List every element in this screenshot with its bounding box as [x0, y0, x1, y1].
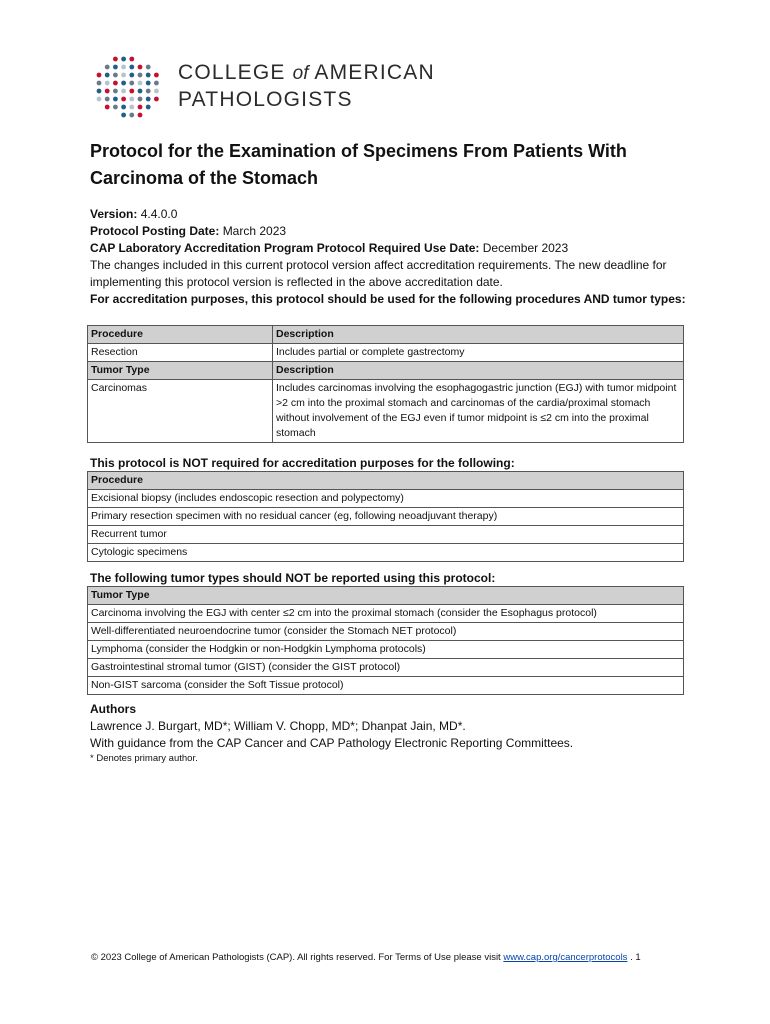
title-line-2: Carcinoma of the Stomach [90, 168, 319, 188]
procedures-table [87, 325, 684, 443]
table-row [88, 526, 684, 544]
table-row [88, 508, 684, 526]
not-reported-table [87, 586, 684, 695]
table-header-cell: Procedure [88, 472, 684, 490]
table-row [88, 677, 684, 695]
required-date-label: CAP Laboratory Accreditation Program Protocol Required Use Date: [90, 241, 480, 255]
logo-dot [121, 113, 126, 118]
authors-note: * Denotes primary author. [90, 753, 198, 764]
logo-wordmark [178, 60, 435, 113]
table-header-row [88, 362, 684, 380]
logo-dot [105, 105, 110, 110]
table-cell: Cytologic specimens [88, 544, 684, 562]
logo-dot [97, 81, 102, 86]
logo-dot [154, 89, 159, 94]
table-cell: Primary resection specimen with no residual cancer (eg, following neoadjuvant therapy) [88, 508, 684, 526]
logo-dot [138, 105, 143, 110]
footer-copyright: © 2023 College of American Pathologists (CAP). All rights reserved. For Terms of Use please visit [91, 952, 501, 963]
logo-dot [146, 97, 151, 102]
logo-dot [121, 89, 126, 94]
not-required-heading: This protocol is NOT required for accreditation purposes for the following: [90, 456, 515, 470]
protocol-meta [90, 206, 690, 308]
logo-dot [146, 105, 151, 110]
table-cell: Gastrointestinal stromal tumor (GIST) (consider the GIST protocol) [88, 659, 684, 677]
table-cell: Non-GIST sarcoma (consider the Soft Tissue protocol) [88, 677, 684, 695]
table-header-row [88, 326, 684, 344]
logo-dot [113, 73, 118, 78]
logo-dot [146, 73, 151, 78]
table-cell: Lymphoma (consider the Hodgkin or non-Hodgkin Lymphoma protocols) [88, 641, 684, 659]
authors-guidance: With guidance from the CAP Cancer and CAP Pathology Electronic Reporting Committees. [90, 736, 574, 750]
table-cell: Well-differentiated neuroendocrine tumor (consider the Stomach NET protocol) [88, 623, 684, 641]
logo-dot [105, 97, 110, 102]
table-cell: Recurrent tumor [88, 526, 684, 544]
logo-dot [97, 73, 102, 78]
logo-dot [138, 89, 143, 94]
logo-dot [138, 97, 143, 102]
required-date-line [90, 240, 690, 257]
logo-dot [129, 105, 134, 110]
table-header-cell: Tumor Type [88, 587, 684, 605]
table-row [88, 344, 684, 362]
logo-dot [129, 73, 134, 78]
required-date-value: December 2023 [482, 241, 569, 255]
table-cell: Resection [88, 344, 273, 362]
page-footer [91, 952, 641, 963]
logo-dot [146, 89, 151, 94]
authors-heading: Authors [90, 702, 136, 716]
posting-date-label: Protocol Posting Date: [90, 224, 220, 238]
logo-dot [129, 113, 134, 118]
table-row [88, 623, 684, 641]
logo-dot [113, 81, 118, 86]
logo-text-college: COLLEGE [178, 61, 286, 84]
table-header-row [88, 472, 684, 490]
version-label: Version: [90, 207, 138, 221]
logo-dot [105, 73, 110, 78]
table-cell: Carcinoma involving the EGJ with center ≤2 cm into the proximal stomach (consider the Esophagus protocol) [88, 605, 684, 623]
logo-dot [121, 57, 126, 62]
logo-dot [121, 81, 126, 86]
table-row [88, 659, 684, 677]
logo-dot [121, 65, 126, 70]
table-row [88, 380, 684, 443]
logo-dot [154, 97, 159, 102]
posting-date-value: March 2023 [222, 224, 287, 238]
logo-dot [129, 97, 134, 102]
table-header-cell: Procedure [88, 326, 273, 344]
accreditation-text: For accreditation purposes, this protocol should be used for the following procedures AND tumor types: [90, 292, 686, 306]
logo-dot [129, 89, 134, 94]
table-row [88, 544, 684, 562]
logo-dot [105, 65, 110, 70]
table-cell: Includes carcinomas involving the esophagogastric junction (EGJ) with tumor midpoint >2 cm into the proximal stomach and carcinomas of the cardia/proximal stomach without involvement of the EGJ even if tumor midpoint is ≤2 cm into the proximal stomach [273, 380, 684, 443]
logo-text-pathologists: PATHOLOGISTS [178, 88, 353, 111]
logo-dot [129, 65, 134, 70]
logo-dot [138, 81, 143, 86]
table-cell: Excisional biopsy (includes endoscopic resection and polypectomy) [88, 490, 684, 508]
version-value: 4.4.0.0 [140, 207, 178, 221]
logo-dot [154, 81, 159, 86]
table-cell: Includes partial or complete gastrectomy [273, 344, 684, 362]
logo-dot [129, 81, 134, 86]
logo-dot [138, 113, 143, 118]
changes-text: The changes included in this current protocol version affect accreditation requirements. The new deadline for implementing this protocol version is reflected in the above accreditation date. [90, 258, 667, 289]
version-line [90, 206, 690, 223]
logo-dot [105, 81, 110, 86]
posting-date-line [90, 223, 690, 240]
table-header-cell: Tumor Type [88, 362, 273, 380]
logo-dot [138, 73, 143, 78]
logo-dot [113, 105, 118, 110]
table-header-row [88, 587, 684, 605]
page-title [90, 138, 690, 192]
not-reported-heading: The following tumor types should NOT be reported using this protocol: [90, 571, 496, 585]
cap-logo [94, 54, 474, 120]
logo-dot [146, 65, 151, 70]
table-cell: Carcinomas [88, 380, 273, 443]
logo-text-of: of [292, 63, 309, 84]
page-number: . 1 [630, 952, 641, 963]
logo-dot [129, 57, 134, 62]
cancer-protocols-link[interactable]: www.cap.org/cancerprotocols [503, 952, 628, 963]
logo-dot [113, 89, 118, 94]
logo-dot [121, 97, 126, 102]
table-header-cell: Description [273, 326, 684, 344]
table-row [88, 490, 684, 508]
logo-dot [121, 105, 126, 110]
logo-dot [113, 97, 118, 102]
authors-section [90, 701, 690, 766]
logo-dot [154, 73, 159, 78]
logo-dot [97, 97, 102, 102]
logo-text-american: AMERICAN [314, 61, 435, 84]
logo-dot [97, 89, 102, 94]
logo-dot [113, 65, 118, 70]
logo-dot [105, 89, 110, 94]
table-row [88, 641, 684, 659]
logo-dot [146, 81, 151, 86]
table-row [88, 605, 684, 623]
logo-dot [121, 73, 126, 78]
not-required-table [87, 471, 684, 562]
logo-dot [138, 65, 143, 70]
cap-logo-dots-icon [94, 54, 162, 120]
table-header-cell: Description [273, 362, 684, 380]
logo-dot [113, 57, 118, 62]
authors-names: Lawrence J. Burgart, MD*; William V. Chopp, MD*; Dhanpat Jain, MD*. [90, 719, 466, 733]
title-line-1: Protocol for the Examination of Specimens From Patients With [90, 141, 627, 161]
